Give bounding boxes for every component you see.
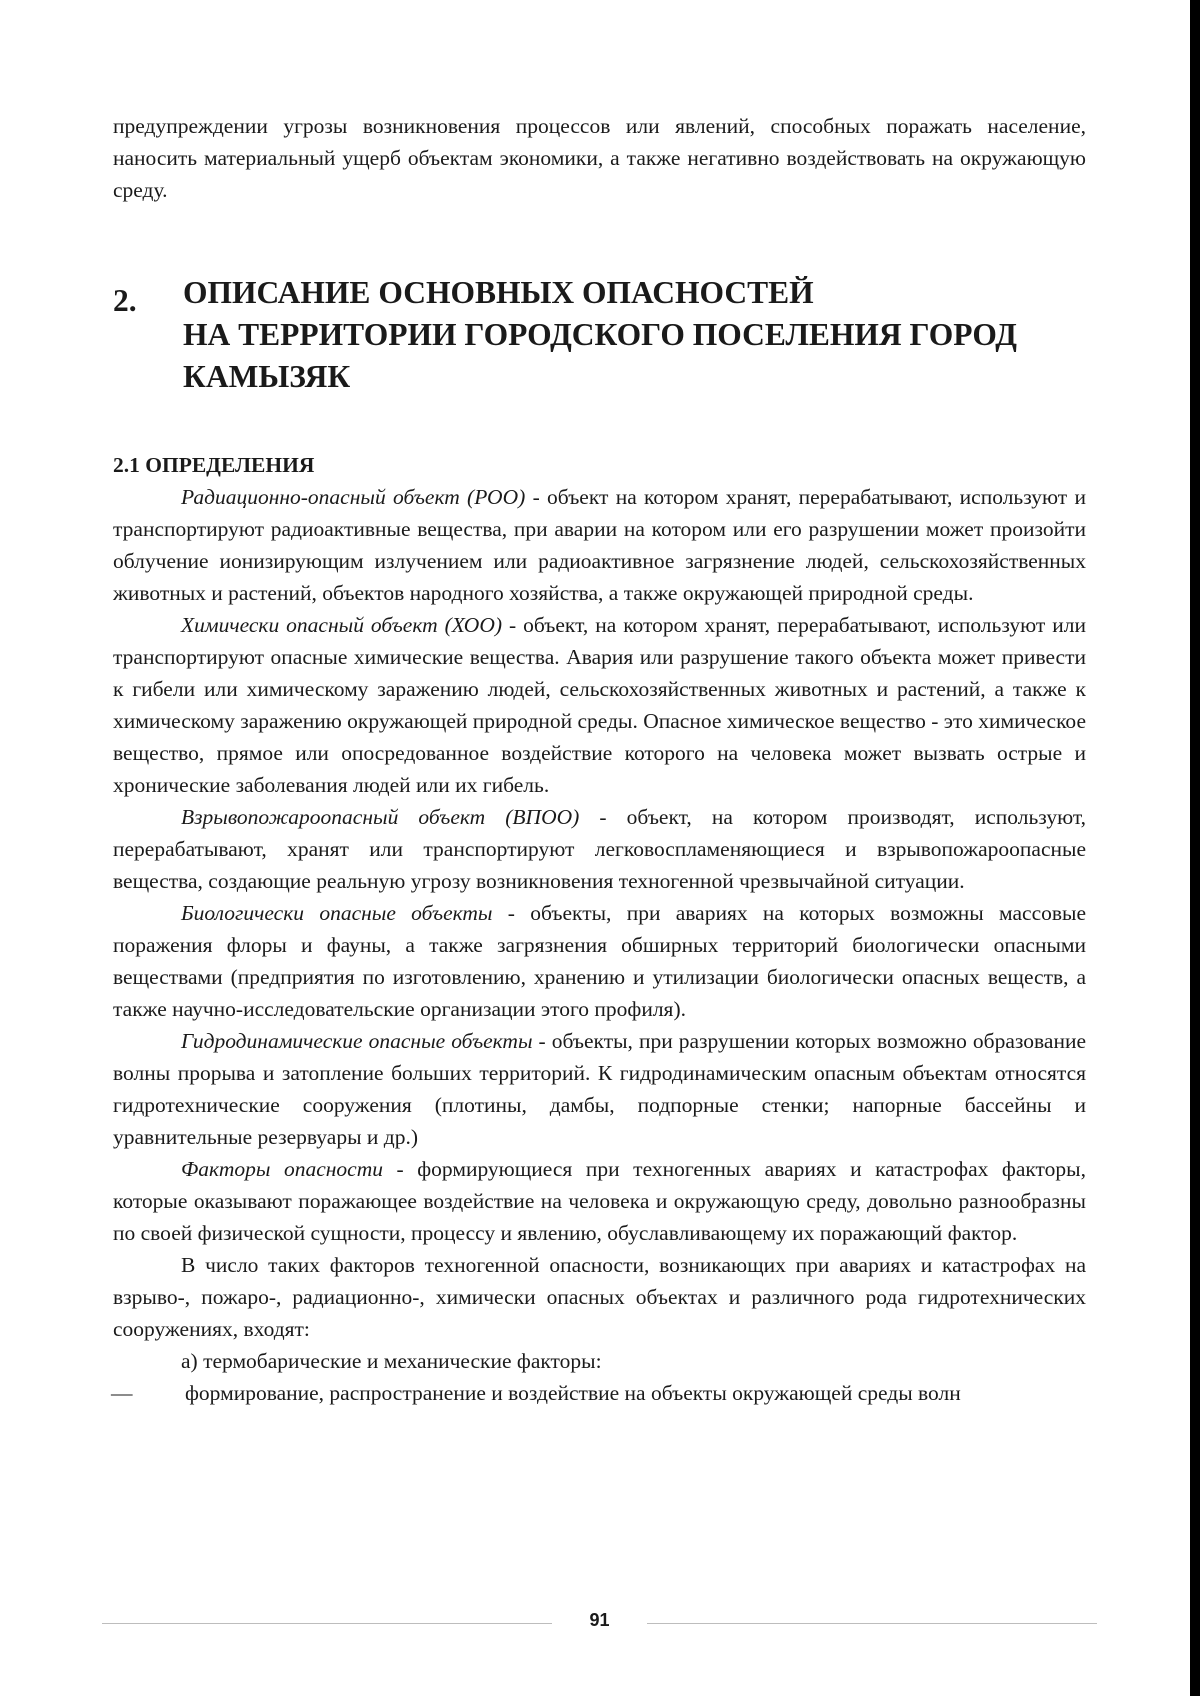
definition-text: - объект, на котором производят, используют, перерабатывают, хранят или транспортируют легковоспламеняющиеся и взрывопожароопасные вещества, создающие реальную угрозу возникновения техногенной чрезвычайной ситуации. <box>113 805 1087 893</box>
dash-bullet: — <box>111 1381 133 1405</box>
page-number: 91 <box>589 1610 610 1630</box>
definition-term: Гидродинамические опасные объекты <box>181 1029 533 1053</box>
intro-paragraph: предупреждении угрозы возникновения процессов или явлений, способных поражать население, наносить материальный ущерб объектам экономики, а также негативно воздействовать на окружающую среду. <box>113 114 1086 202</box>
definition-paragraph <box>113 1025 1086 1153</box>
document-body <box>113 110 1086 1409</box>
chapter-title-line: ОПИСАНИЕ ОСНОВНЫХ ОПАСНОСТЕЙ <box>183 275 814 310</box>
dash-list-item <box>113 1377 1086 1409</box>
definition-text: - объект, на котором хранят, перерабатывают, используют или транспортируют опасные химические вещества. Авария или разрушение такого объекта может привести к гибели или химическому заражению людей, сельскохозяйственных животных и растений, а также к химическому заражению окружающей природной среды. Опасное химическое вещество - это химическое вещество, прямое или опосредованное воздействие которого на человека может вызвать острые и хронические заболевания людей или их гибель. <box>113 613 1086 797</box>
definition-paragraph <box>113 481 1086 609</box>
chapter-title-line: КАМЫЗЯК <box>183 359 351 394</box>
definition-term: Биологически опасные объекты <box>181 901 493 925</box>
subitem-a: а) термобарические и механические факторы: <box>181 1349 602 1373</box>
definition-paragraph <box>113 609 1086 801</box>
chapter-heading <box>113 272 1086 398</box>
factors-intro-paragraph: В число таких факторов техногенной опасности, возникающих при авариях и катастрофах на взрыво-, пожаро-, радиационно-, химически опасных объектах и различного рода гидротехнических сооружениях, входят: <box>113 1253 1086 1341</box>
definition-text: - объект на котором хранят, перерабатывают, используют и транспортируют радиоактивные вещества, при аварии на котором или его разрушении может произойти облучение ионизирующим излучением или радиоактивное загрязнение людей, сельскохозяйственных животных и растений, объектов народного хозяйства, а также окружающей природной среды. <box>113 485 1087 605</box>
footer-rule-right <box>647 1623 1097 1624</box>
definition-paragraph <box>113 897 1086 1025</box>
dash-item-text: формирование, распространение и воздействие на объекты окружающей среды волн <box>185 1381 961 1405</box>
definition-text: - объекты, при авариях на которых возможны массовые поражения флоры и фауны, а также загрязнения обширных территорий биологически опасными веществами (предприятия по изготовлению, хранению и утилизации биологически опасных веществ, а также научно-исследовательские организации этого профиля). <box>113 901 1086 1021</box>
chapter-title-line: НА ТЕРРИТОРИИ ГОРОДСКОГО ПОСЕЛЕНИЯ ГОРОД <box>183 317 1017 352</box>
chapter-number: 2. <box>113 283 137 318</box>
definition-paragraph <box>113 1153 1086 1249</box>
definition-term: Факторы опасности <box>181 1157 383 1181</box>
definition-term: Взрывопожароопасный объект (ВПОО) <box>181 805 580 829</box>
definition-paragraph <box>113 801 1086 897</box>
page-footer <box>102 1608 1097 1638</box>
definition-text: - объекты, при разрушении которых возможно образование волны прорыва и затопление больших территорий. К гидродинамическим опасным объектам относятся гидротехнические сооружения (плотины, дамбы, подпорные стенки; напорные бассейны и уравнительные резервуары и др.) <box>113 1029 1086 1149</box>
definition-text: - формирующиеся при техногенных авариях и катастрофах факторы, которые оказывают поражающее воздействие на человека и окружающую среду, довольно разнообразны по своей физической сущности, процессу и явлению, обуславливающему их поражающий фактор. <box>113 1157 1086 1245</box>
definition-term: Химически опасный объект (ХОО) <box>181 613 503 637</box>
section-heading: 2.1 ОПРЕДЕЛЕНИЯ <box>113 453 315 477</box>
page-edge <box>1190 0 1200 1696</box>
definition-term: Радиационно-опасный объект (РОО) <box>181 485 526 509</box>
